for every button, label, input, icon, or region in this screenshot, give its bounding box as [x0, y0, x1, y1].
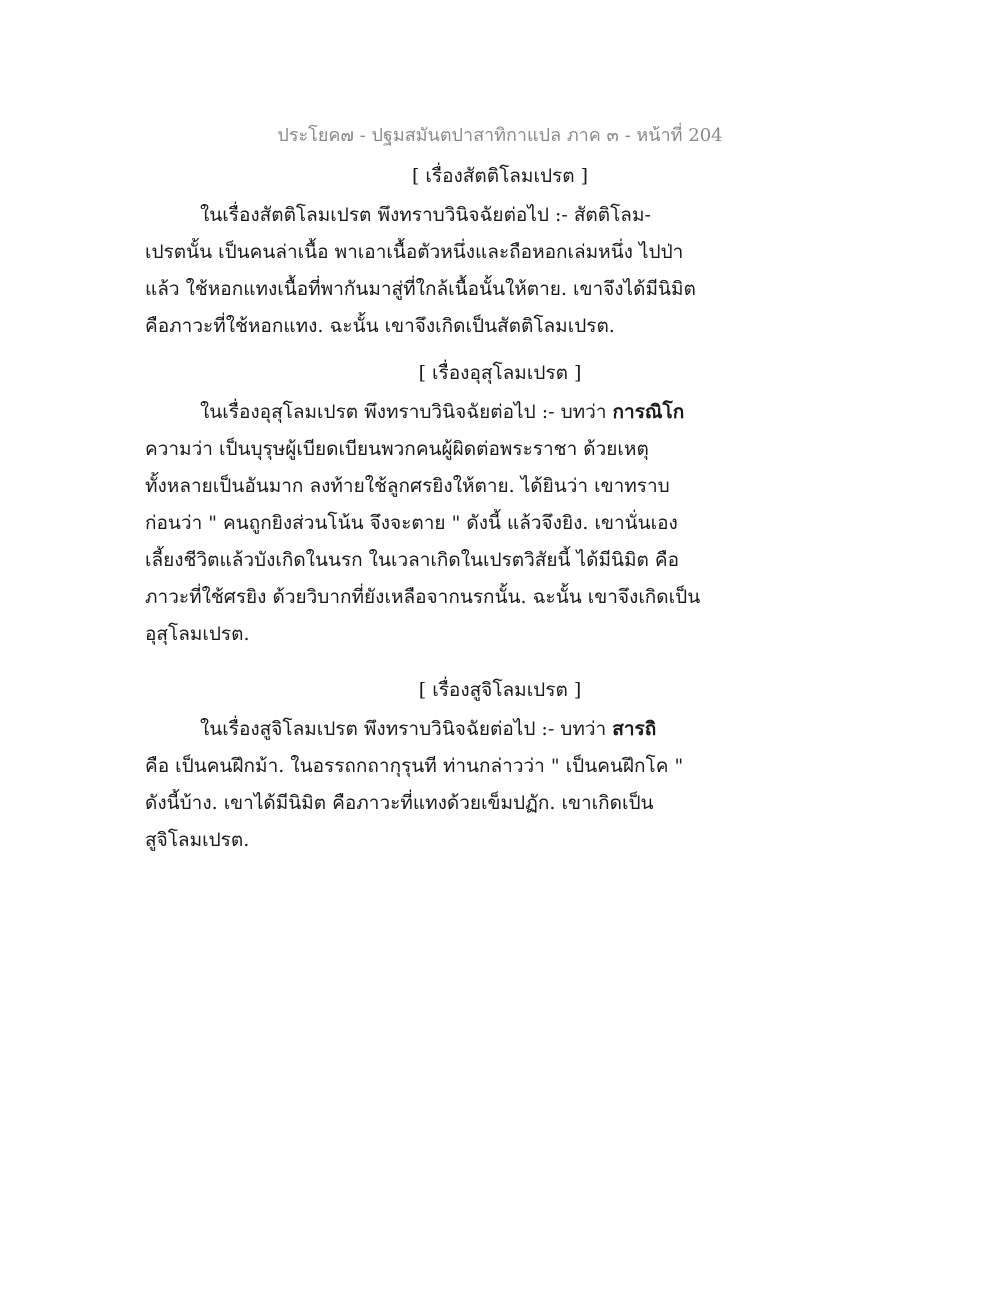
- paragraph-line: เลี้ยงชีวิตแล้วบังเกิดในนรก ในเวลาเกิดในเปรตวิสัยนี้ ได้มีนิมิต คือ: [145, 549, 679, 571]
- paragraph-line: คือ เป็นคนฝึกม้า. ในอรรถกถากุรุนที ท่านกล่าวว่า " เป็นคนฝึกโค ": [145, 755, 684, 777]
- paragraph-line: เปรตนั้น เป็นคนล่าเนื้อ พาเอาเนื้อตัวหนึ่งและถือหอกเล่มหนึ่ง ไปป่า: [145, 241, 684, 263]
- page-header: ประโยค๗ - ปฐมสมันตปาสาทิกาแปล ภาค ๓ - หน้าที่ 204: [277, 125, 723, 146]
- paragraph-line: ความว่า เป็นบุรุษผู้เบียดเบียนพวกคนผู้ผิดต่อพระราชา ด้วยเหตุ: [145, 438, 649, 460]
- paragraph-line: สูจิโลมเปรต.: [145, 829, 250, 851]
- paragraph-line: แล้ว ใช้หอกแทงเนื้อที่พากันมาสู่ที่ใกล้เนื้อนั้นให้ตาย. เขาจึงได้มีนิมิต: [145, 278, 696, 300]
- bold-term: สารถิ: [612, 718, 657, 740]
- paragraph-satti: [145, 197, 705, 345]
- section-title-satti: [ เรื่องสัตติโลมเปรต ]: [411, 165, 589, 187]
- paragraph-suji: [145, 711, 705, 859]
- paragraph-line: [145, 711, 705, 748]
- bold-term: การณิโก: [612, 401, 685, 423]
- paragraph-line: ทั้งหลายเป็นอันมาก ลงท้ายใช้ลูกศรยิงให้ตาย. ได้ยินว่า เขาทราบ: [145, 475, 670, 497]
- paragraph-line: คือภาวะที่ใช้หอกแทง. ฉะนั้น เขาจึงเกิดเป็นสัตติโลมเปรต.: [145, 315, 615, 337]
- paragraph-line: ก่อนว่า " คนถูกยิงส่วนโน้น จึงจะตาย " ดังนี้ แล้วจึงยิง. เขานั่นเอง: [145, 512, 678, 534]
- line-text: ในเรื่องสูจิโลมเปรต พึงทราบวินิจฉัยต่อไป :- บทว่า: [200, 718, 613, 740]
- paragraph-line: [145, 394, 705, 431]
- section-title-usu: [ เรื่องอุสุโลมเปรต ]: [418, 362, 582, 384]
- paragraph-line: ดังนี้บ้าง. เขาได้มีนิมิต คือภาวะที่แทงด้วยเข็มปฏัก. เขาเกิดเป็น: [145, 792, 654, 814]
- line-text: ในเรื่องอุสุโลมเปรต พึงทราบวินิจฉัยต่อไป :- บทว่า: [200, 401, 613, 423]
- paragraph-usu: [145, 394, 705, 653]
- paragraph-line: ภาวะที่ใช้ศรยิง ด้วยวิบากที่ยังเหลือจากนรกนั้น. ฉะนั้น เขาจึงเกิดเป็น: [145, 586, 701, 608]
- paragraph-line: อุสุโลมเปรต.: [145, 623, 250, 645]
- paragraph-line: ในเรื่องสัตติโลมเปรต พึงทราบวินิจฉัยต่อไป :- สัตติโลม-: [200, 204, 651, 226]
- section-title-suji: [ เรื่องสูจิโลมเปรต ]: [418, 679, 582, 701]
